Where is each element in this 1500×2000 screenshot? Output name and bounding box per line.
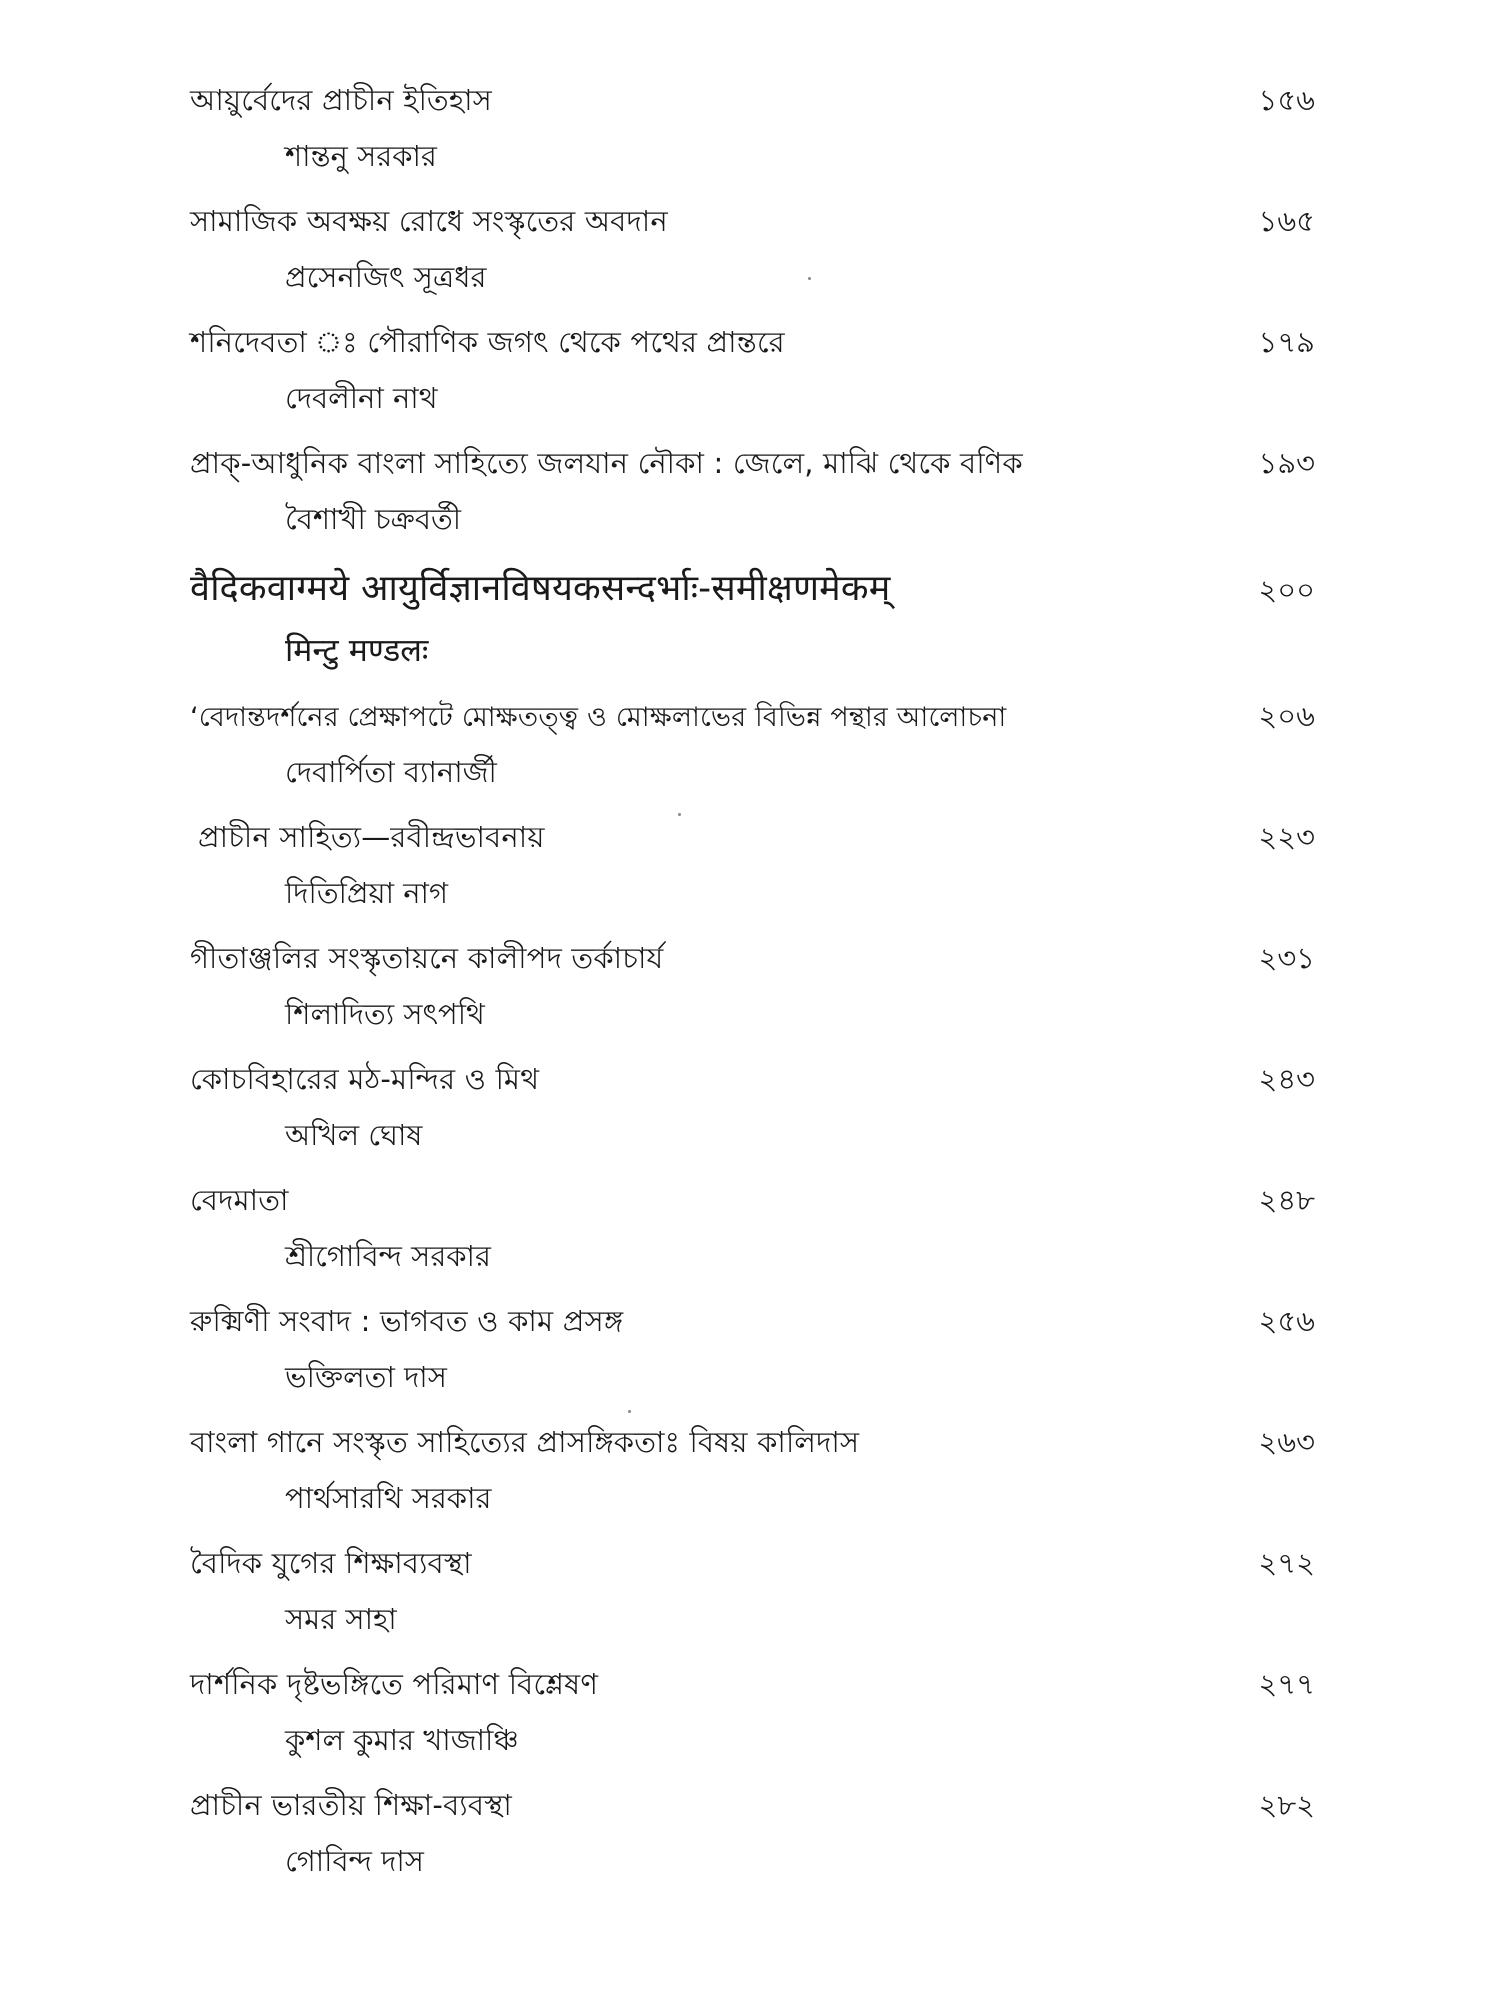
page-number: ১৬৫ [1258, 204, 1315, 238]
article-title: প্রাচীন ভারতীয় শিক্ষা-ব্যবস্থা [190, 1788, 512, 1822]
page-number: ২৫৬ [1258, 1304, 1315, 1338]
page-number: ২২৩ [1258, 820, 1315, 854]
toc-entry [190, 562, 1315, 694]
article-author: শ্রীগোবিন্দ সরকার [285, 1239, 491, 1273]
toc-entry-row [190, 1541, 1315, 1597]
toc-entry-row [190, 199, 1315, 255]
article-author: मिन्टु मण्डलः [285, 631, 429, 669]
article-author: প্রসেনজিৎ সূত্রধর [285, 260, 487, 294]
toc-entry [190, 1662, 1315, 1783]
article-title: বৈদিক যুগের শিক্ষাব্যবস্থা [190, 1546, 472, 1580]
page-number: ২০০ [1258, 573, 1315, 607]
article-author: বৈশাখী চক্রবর্তী [285, 502, 462, 536]
toc-entry-row [190, 320, 1315, 376]
article-author: কুশল কুমার খাজাঞ্চি [285, 1723, 519, 1757]
article-author: গোবিন্দ দাস [285, 1844, 424, 1878]
toc-entry [190, 78, 1315, 199]
page-number: ২৭২ [1258, 1546, 1315, 1580]
page-number: ২৩১ [1258, 941, 1315, 975]
article-title: শনিদেবতা ঃ পৌরাণিক জগৎ থেকে পথের প্রান্তরে [190, 325, 785, 359]
article-title: আয়ুর্বেদের প্রাচীন ইতিহাস [190, 83, 493, 117]
article-author: দেবলীনা নাথ [285, 381, 438, 415]
article-title: বেদমাতা [190, 1183, 289, 1217]
page-number: ২০৬ [1258, 699, 1315, 733]
toc-entry-row [190, 815, 1315, 871]
article-title: রুক্মিণী সংবাদ : ভাগবত ও কাম প্রসঙ্গ [190, 1304, 624, 1338]
toc-entry [190, 694, 1315, 815]
article-author: শিলাদিত্য সৎপথি [285, 997, 485, 1031]
toc-entry-row [190, 1299, 1315, 1355]
article-title: প্রাচীন সাহিত্য—রবীন্দ্রভাবনায় [198, 820, 545, 854]
article-title: সামাজিক অবক্ষয় রোধে সংস্কৃতের অবদান [190, 204, 668, 238]
toc-entry-row [190, 562, 1315, 628]
page-number: ১৫৬ [1258, 83, 1315, 117]
article-title: কোচবিহারের মঠ-মন্দির ও মিথ [190, 1062, 540, 1096]
article-author: সমর সাহা [285, 1602, 397, 1636]
article-author: অখিল ঘোষ [285, 1118, 423, 1152]
toc-entry-row [190, 694, 1315, 750]
toc-entry [190, 1178, 1315, 1299]
scan-speck [808, 277, 811, 280]
toc-entry [190, 1420, 1315, 1541]
toc-entry-row [190, 1783, 1315, 1839]
toc-entry [190, 1299, 1315, 1420]
article-title: গীতাঞ্জলির সংস্কৃতায়নে কালীপদ তর্কাচার্য [190, 941, 664, 975]
page-number: ২৪৩ [1258, 1062, 1315, 1096]
article-title: প্রাক্-আধুনিক বাংলা সাহিত্যে জলযান নৌকা : জেলে, মাঝি থেকে বণিক [190, 446, 1023, 480]
toc-entry-row [190, 1662, 1315, 1718]
article-title: वैदिकवाग्मये आयुर्विज्ञानविषयकसन्दर्भाः-समीक्षणमेकम् [190, 568, 891, 609]
scan-speck [678, 813, 681, 816]
toc-entry [190, 441, 1315, 562]
article-author: দেবার্পিতা ব্যানার্জী [285, 755, 497, 789]
toc-entry [190, 320, 1315, 441]
toc-entry-row [190, 1057, 1315, 1113]
toc-entry [190, 936, 1315, 1057]
toc-entry [190, 1057, 1315, 1178]
toc-entry [190, 1541, 1315, 1662]
scan-speck [628, 1410, 631, 1413]
toc-entry-row [190, 1178, 1315, 1234]
page-number: ১৯৩ [1258, 446, 1315, 480]
page-number: ২৬৩ [1258, 1425, 1315, 1459]
article-title: ‘বেদান্তদর্শনের প্রেক্ষাপটে মোক্ষতত্ত্ব ও মোক্ষলাভের বিভিন্ন পন্থার আলোচনা [190, 702, 1007, 733]
article-author: ভক্তিলতা দাস [285, 1360, 447, 1394]
page-number: ২৪৮ [1258, 1183, 1315, 1217]
page-number: ২৮২ [1258, 1788, 1315, 1822]
article-title: বাংলা গানে সংস্কৃত সাহিত্যের প্রাসঙ্গিকতাঃ বিষয় কালিদাস [190, 1425, 860, 1459]
toc-entry [190, 1783, 1315, 1904]
toc-entry-row [190, 1420, 1315, 1476]
article-author: পার্থসারথি সরকার [285, 1481, 492, 1515]
toc-entry-row [190, 441, 1315, 497]
toc-entry-row [190, 78, 1315, 134]
page-number: ১৭৯ [1258, 325, 1315, 359]
toc-entry [190, 199, 1315, 320]
article-title: দার্শনিক দৃষ্টভঙ্গিতে পরিমাণ বিশ্লেষণ [190, 1667, 599, 1701]
toc-entry-row [190, 936, 1315, 992]
toc-entry [190, 815, 1315, 936]
table-of-contents [190, 78, 1315, 1904]
article-author: দিতিপ্রিয়া নাগ [285, 876, 448, 910]
page-number: ২৭৭ [1258, 1667, 1315, 1701]
article-author: শান্তনু সরকার [285, 139, 437, 173]
